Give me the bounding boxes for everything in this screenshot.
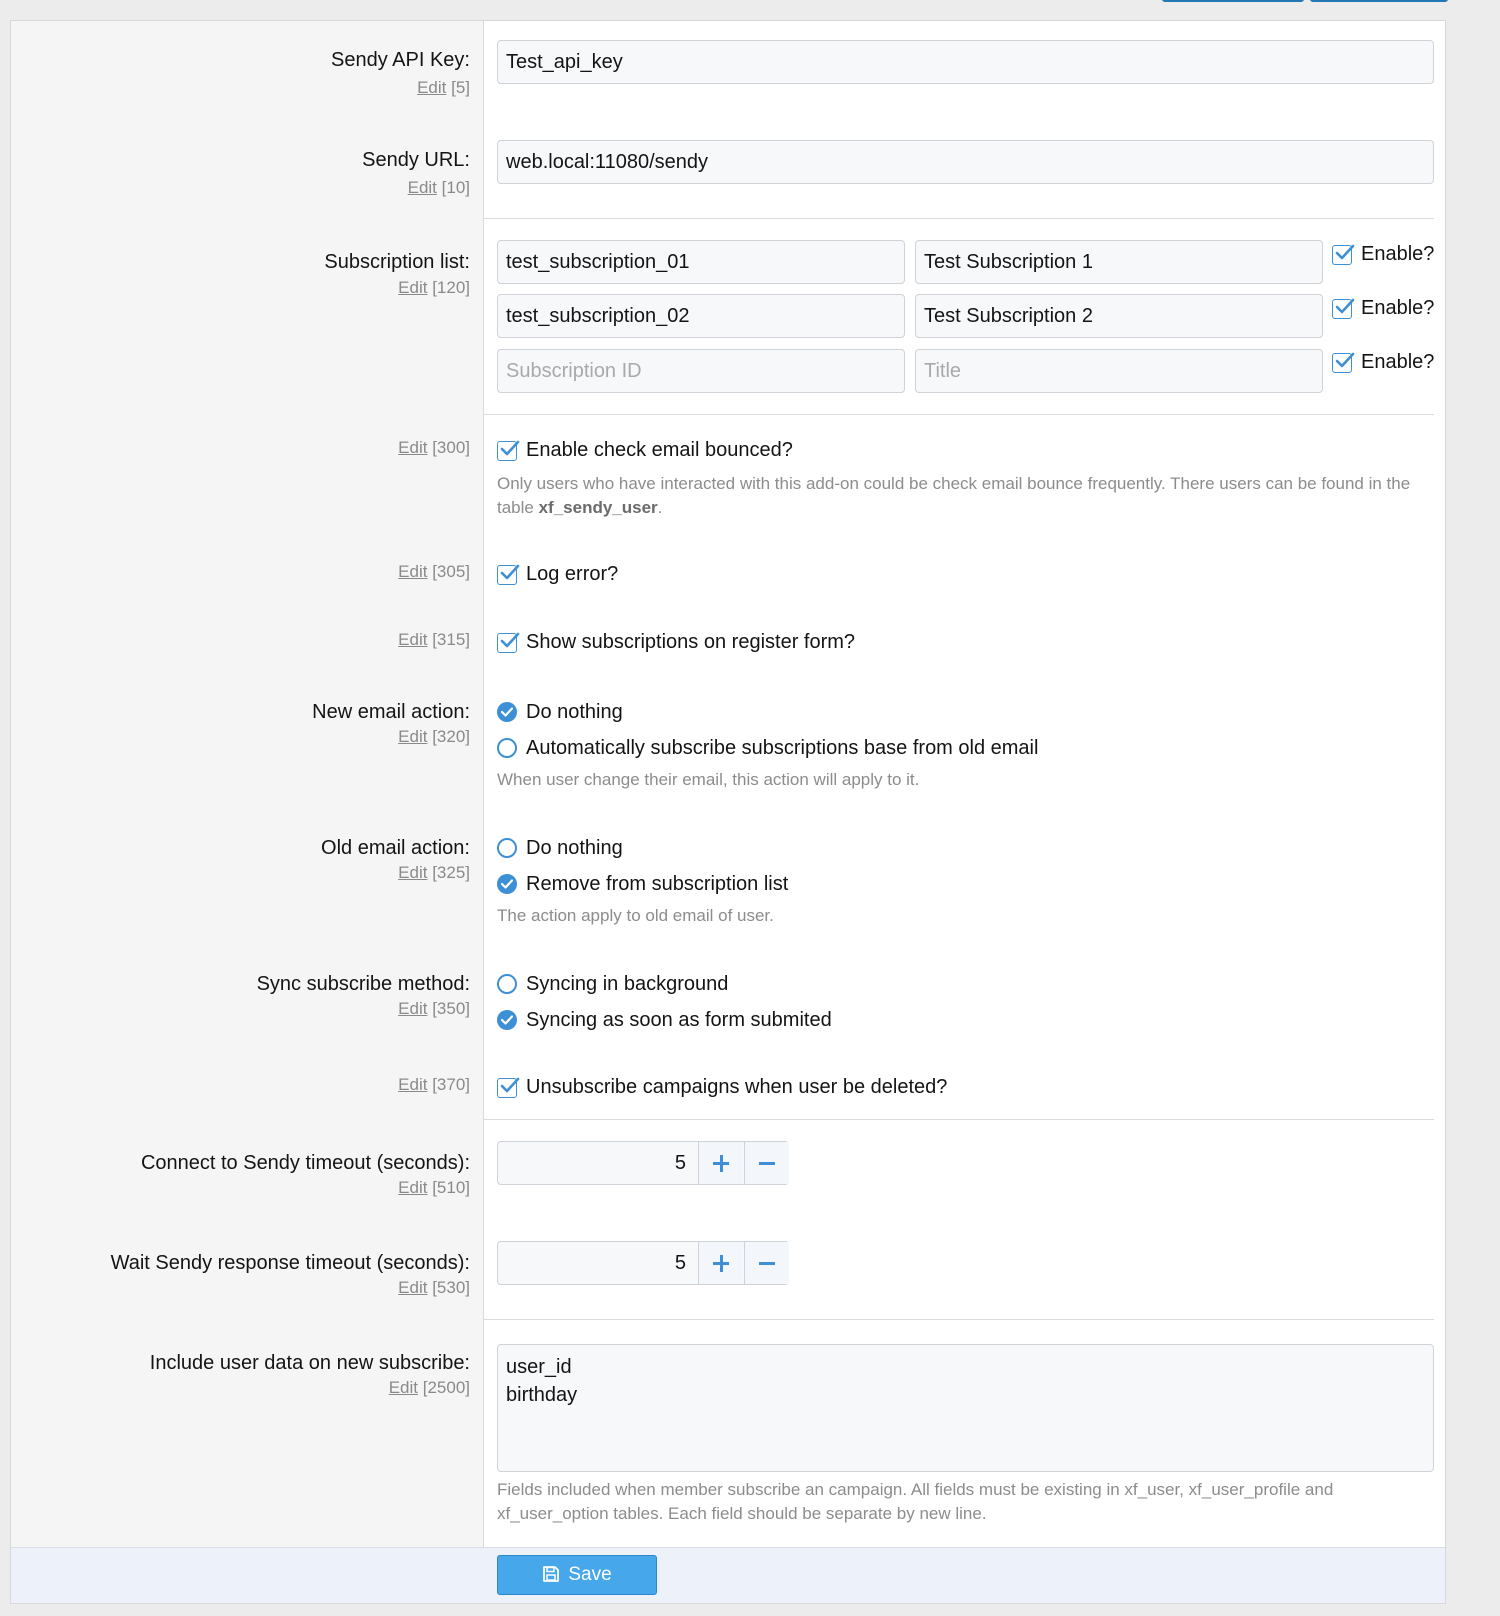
response-timeout-value[interactable]: 5 (674, 1252, 686, 1274)
user-data-edit: Edit [2500] (388, 1378, 470, 1397)
edit-link[interactable]: Edit (398, 630, 428, 649)
show-register-label: Show subscriptions on register form? (526, 631, 856, 653)
user-data-hint: Fields included when member subscribe an campaign. All fields must be existing in xf_user, xf_user_profile and xf_user_option tables. Each field should be separate by new line. (497, 1480, 1334, 1523)
enable-checkbox[interactable] (1332, 299, 1352, 319)
enable-label: Enable? (1361, 351, 1435, 373)
enable-checkbox[interactable] (1332, 245, 1352, 265)
edit-link[interactable]: Edit (398, 863, 428, 882)
unsubscribe-checkbox[interactable] (497, 1078, 517, 1098)
old-email-action-edit: Edit [325] (398, 863, 470, 882)
enable-label: Enable? (1361, 297, 1435, 319)
show-register-edit: Edit [315] (398, 630, 470, 649)
new-email-action-edit: Edit [320] (398, 727, 470, 746)
textarea-line: birthday (506, 1384, 578, 1406)
api-key-label: Sendy API Key: (331, 49, 470, 71)
subscription-title-input[interactable] (915, 349, 1323, 393)
old-email-radio-remove[interactable] (497, 874, 517, 894)
edit-link[interactable]: Edit (398, 1178, 428, 1197)
subscription-id-input[interactable] (497, 294, 905, 338)
log-error-edit: Edit [305] (398, 562, 470, 581)
api-key-input[interactable] (497, 40, 1434, 84)
new-email-action-label: New email action: (312, 701, 470, 723)
edit-link[interactable]: Edit (398, 999, 428, 1018)
save-label: Save (568, 1564, 612, 1585)
sync-radio-immediate[interactable] (497, 1010, 517, 1030)
response-timeout-stepper (497, 1241, 789, 1285)
connect-timeout-value[interactable]: 5 (674, 1152, 686, 1174)
sync-method-label: Sync subscribe method: (256, 973, 470, 995)
plus-icon-vertical (720, 1255, 723, 1272)
minus-icon (759, 1262, 775, 1265)
show-register-checkbox[interactable] (497, 633, 517, 653)
decrement-button[interactable] (744, 1242, 789, 1284)
label-column (11, 21, 484, 1547)
sync-radio-background[interactable] (497, 974, 517, 994)
unsubscribe-edit: Edit [370] (398, 1075, 470, 1094)
old-email-option-label: Do nothing (526, 837, 623, 859)
new-email-option-label: Automatically subscribe subscriptions base from old email (526, 737, 1039, 759)
edit-link[interactable]: Edit (398, 1075, 428, 1094)
old-email-action-hint: The action apply to old email of user. (497, 906, 774, 925)
old-email-option-label: Remove from subscription list (526, 873, 789, 895)
bounce-label: Enable check email bounced? (526, 439, 793, 461)
subscription-title-input[interactable] (915, 240, 1323, 284)
log-error-checkbox[interactable] (497, 565, 517, 585)
old-email-radio-do-nothing[interactable] (497, 838, 517, 858)
plus-icon-vertical (720, 1155, 723, 1172)
edit-link[interactable]: Edit (398, 727, 428, 746)
subscription-list-label: Subscription list: (324, 251, 470, 273)
minus-icon (759, 1162, 775, 1165)
save-button[interactable] (497, 1555, 657, 1595)
user-data-textarea[interactable] (497, 1344, 1434, 1472)
sync-option-label: Syncing in background (526, 973, 729, 995)
edit-link[interactable]: Edit (398, 438, 428, 457)
divider (483, 218, 1434, 219)
connect-timeout-label: Connect to Sendy timeout (seconds): (140, 1152, 470, 1174)
connect-timeout-stepper (497, 1141, 789, 1185)
edit-link[interactable]: Edit (417, 78, 447, 97)
new-email-option-label: Do nothing (526, 701, 623, 723)
table-name: xf_sendy_user (538, 498, 658, 517)
divider (483, 1119, 1434, 1120)
response-timeout-label: Wait Sendy response timeout (seconds): (110, 1252, 470, 1274)
bounce-hint: Only users who have interacted with this add-on could be check email bounce frequently. There users can be found in the table xf_sendy_user. (497, 474, 1411, 517)
old-email-action-label: Old email action: (321, 837, 470, 859)
response-timeout-edit: Edit [530] (398, 1278, 470, 1297)
log-error-label: Log error? (526, 563, 619, 585)
enable-checkbox[interactable] (1332, 353, 1352, 373)
api-key-edit: Edit [5] (417, 78, 470, 97)
subscription-id-input[interactable] (497, 240, 905, 284)
increment-button[interactable] (698, 1142, 743, 1184)
unsubscribe-label: Unsubscribe campaigns when user be deleted? (526, 1076, 948, 1098)
edit-link[interactable]: Edit (398, 1278, 428, 1297)
edit-link[interactable]: Edit (407, 178, 437, 197)
textarea-line: user_id (506, 1356, 572, 1378)
decrement-button[interactable] (744, 1142, 789, 1184)
increment-button[interactable] (698, 1242, 743, 1284)
bounce-checkbox[interactable] (497, 441, 517, 461)
divider (483, 1319, 1434, 1320)
top-action-button-1[interactable] (1162, 0, 1304, 2)
edit-link[interactable]: Edit (398, 562, 428, 581)
edit-link[interactable]: Edit (388, 1378, 418, 1397)
edit-link[interactable]: Edit (398, 278, 428, 297)
new-email-action-hint: When user change their email, this action will apply to it. (497, 770, 920, 789)
url-edit: Edit [10] (407, 178, 470, 197)
sync-method-edit: Edit [350] (398, 999, 470, 1018)
url-input[interactable] (497, 140, 1434, 184)
top-action-button-2[interactable] (1310, 0, 1448, 2)
new-email-radio-do-nothing[interactable] (497, 702, 517, 722)
enable-label: Enable? (1361, 243, 1435, 265)
save-icon (542, 1565, 560, 1583)
user-data-label: Include user data on new subscribe: (149, 1352, 470, 1374)
connect-timeout-edit: Edit [510] (398, 1178, 470, 1197)
form-footer (11, 1547, 1445, 1603)
divider (483, 414, 1434, 415)
sync-option-label: Syncing as soon as form submited (526, 1009, 832, 1031)
new-email-radio-auto-subscribe[interactable] (497, 738, 517, 758)
subscription-title-input[interactable] (915, 294, 1323, 338)
bounce-edit: Edit [300] (398, 438, 470, 457)
subscription-id-input[interactable] (497, 349, 905, 393)
url-label: Sendy URL: (362, 149, 470, 171)
subscription-list-edit: Edit [120] (398, 278, 470, 297)
